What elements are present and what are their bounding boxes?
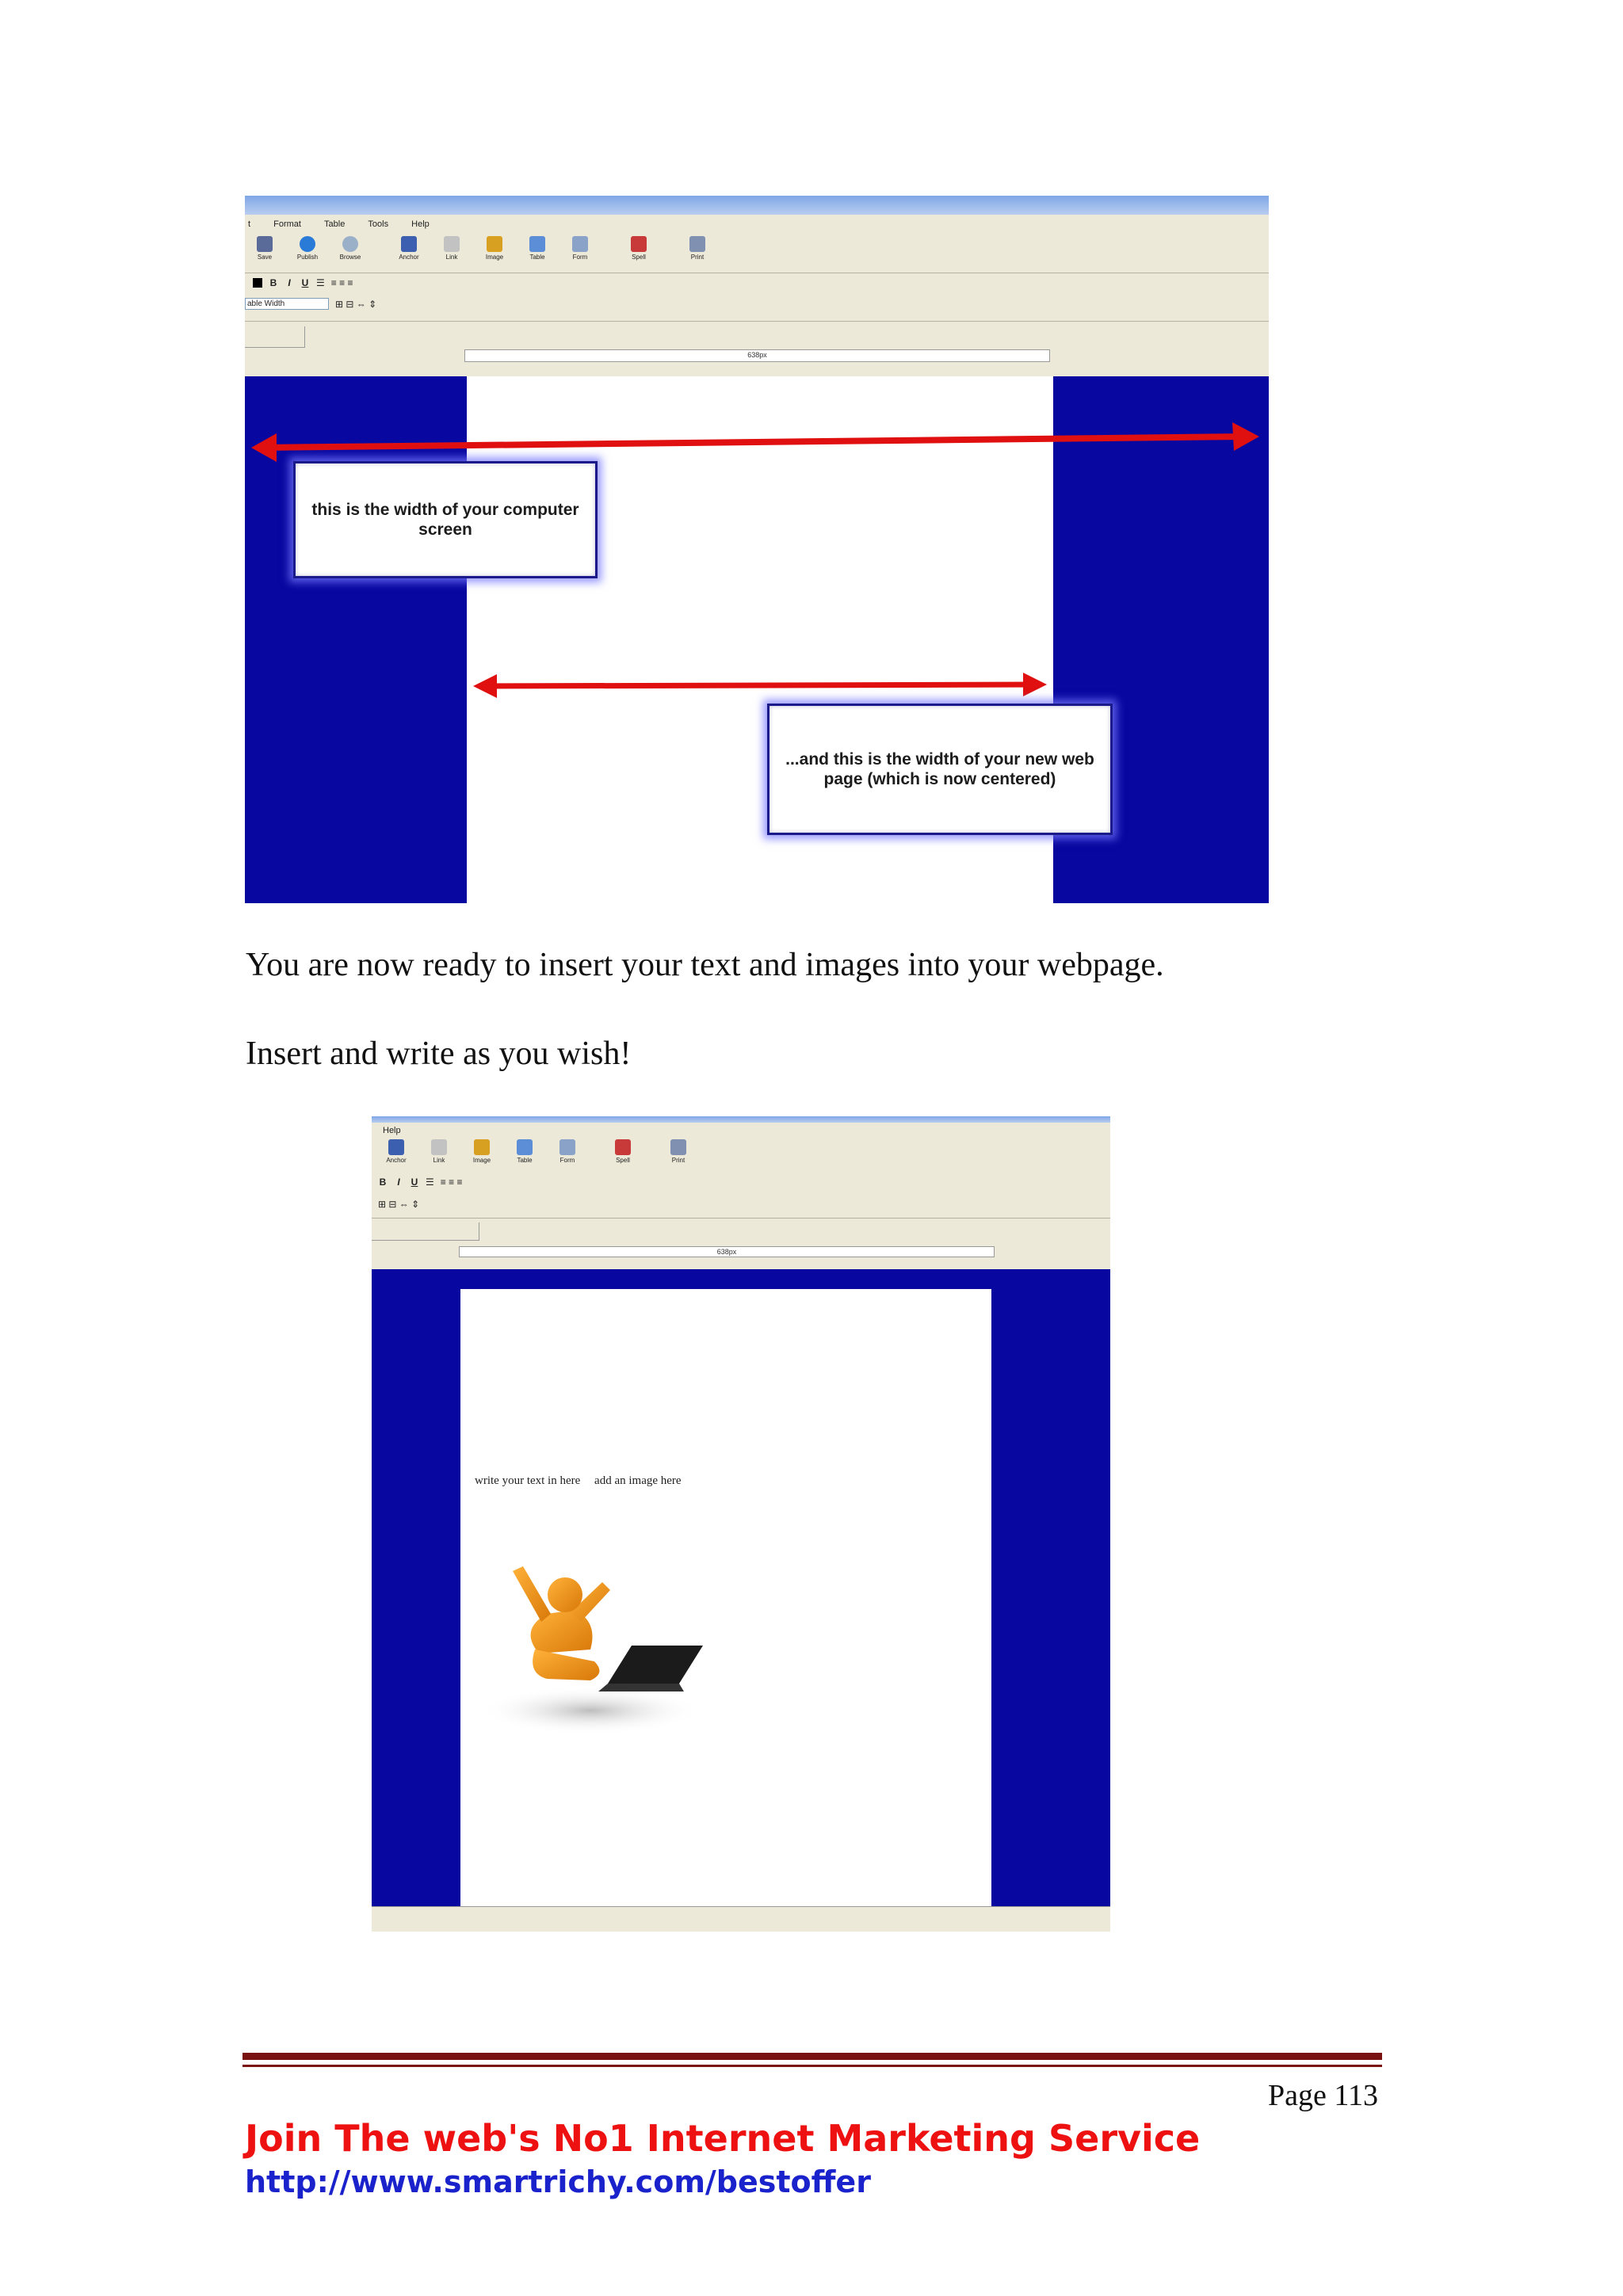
add-image-label: add an image here — [594, 1474, 682, 1487]
italic-button[interactable]: I — [288, 277, 291, 288]
cheering-person-icon — [513, 1566, 610, 1680]
anchor-button[interactable]: Anchor — [376, 1139, 416, 1164]
width-ruler: 638px — [459, 1246, 995, 1257]
screen-width-arrow — [251, 422, 1259, 462]
window-titlebar — [372, 1116, 1110, 1123]
anchor-icon — [388, 1139, 404, 1155]
italic-button[interactable]: I — [397, 1177, 400, 1188]
footer-rule-thin — [242, 2065, 1382, 2067]
form-icon — [559, 1139, 575, 1155]
style-select[interactable]: able Width — [245, 298, 329, 310]
link-icon — [431, 1139, 447, 1155]
underline-button[interactable]: U — [301, 277, 309, 288]
table-button[interactable]: Table — [517, 236, 557, 261]
list-icon[interactable]: ☰ — [426, 1177, 434, 1188]
save-button[interactable]: Save — [245, 236, 285, 261]
publish-button[interactable]: Publish — [288, 236, 327, 261]
bold-button[interactable]: B — [269, 277, 277, 288]
align-icon[interactable]: ≡ ≡ ≡ — [330, 277, 353, 288]
shadow — [479, 1687, 701, 1734]
printer-icon — [670, 1139, 686, 1155]
menu-item-help[interactable]: Help — [411, 219, 430, 229]
bold-button[interactable]: B — [379, 1177, 387, 1188]
page-width-arrow — [473, 673, 1047, 698]
tab-strip — [372, 1222, 479, 1241]
form-button[interactable]: Form — [560, 236, 600, 261]
table-button[interactable]: Table — [505, 1139, 544, 1164]
menu-item-table[interactable]: Table — [324, 219, 346, 229]
callout-screen-width: this is the width of your computer screen — [293, 461, 598, 578]
browse-button[interactable]: Browse — [330, 236, 370, 261]
menu-item-format[interactable]: Format — [273, 219, 301, 229]
editor-screenshot-width — [245, 196, 1269, 903]
laptop-icon — [598, 1646, 703, 1691]
main-toolbar — [376, 1140, 701, 1164]
format-toolbar — [378, 1177, 462, 1188]
spell-check-icon — [615, 1139, 631, 1155]
table-icon — [517, 1139, 533, 1155]
link-button[interactable]: Link — [432, 236, 472, 261]
menu-item[interactable]: t — [248, 219, 251, 229]
table-tools-icon[interactable]: ⊞ ⊟ ⇔ ⇕ — [335, 298, 377, 310]
page-number: Page 113 — [1268, 2079, 1378, 2112]
list-icon[interactable]: ☰ — [316, 277, 325, 288]
paragraph-ready: You are now ready to insert your text and images into your webpage. — [246, 947, 1164, 983]
status-bar — [372, 1906, 1110, 1932]
inserted-image — [472, 1511, 754, 1736]
print-button[interactable]: Print — [678, 236, 717, 261]
table-toolbar — [378, 1199, 419, 1210]
table-tools-icon[interactable]: ⊞ ⊟ ⇔ ⇕ — [378, 1199, 420, 1210]
image-button[interactable]: Image — [475, 236, 514, 261]
image-icon — [474, 1139, 490, 1155]
write-text-placeholder: write your text in here add an image here — [475, 1474, 682, 1487]
spell-button[interactable]: Spell — [603, 1139, 643, 1164]
editor-screenshot-content — [372, 1116, 1110, 1932]
callout-page-width: ...and this is the width of your new web page (which is now centered) — [767, 704, 1113, 835]
menu-item-help[interactable]: Help — [383, 1126, 401, 1135]
menu-bar — [383, 1126, 422, 1135]
footer-link[interactable]: http://www.smartrichy.com/bestoffer — [245, 2164, 871, 2199]
menu-item-tools[interactable]: Tools — [368, 219, 389, 229]
footer-rule-thick — [242, 2053, 1382, 2060]
footer-title: Join The web's No1 Internet Marketing Service — [245, 2117, 1201, 2160]
underline-button[interactable]: U — [411, 1177, 418, 1188]
paragraph-insert: Insert and write as you wish! — [246, 1035, 632, 1072]
image-button[interactable]: Image — [462, 1139, 502, 1164]
toolbar-divider — [372, 1218, 1110, 1219]
form-button[interactable]: Form — [548, 1139, 587, 1164]
spell-button[interactable]: Spell — [619, 236, 659, 261]
align-icon[interactable]: ≡ ≡ ≡ — [440, 1177, 463, 1188]
width-ruler: 638px — [464, 349, 1050, 362]
anchor-button[interactable]: Anchor — [389, 236, 429, 261]
link-button[interactable]: Link — [419, 1139, 459, 1164]
print-button[interactable]: Print — [659, 1139, 698, 1164]
